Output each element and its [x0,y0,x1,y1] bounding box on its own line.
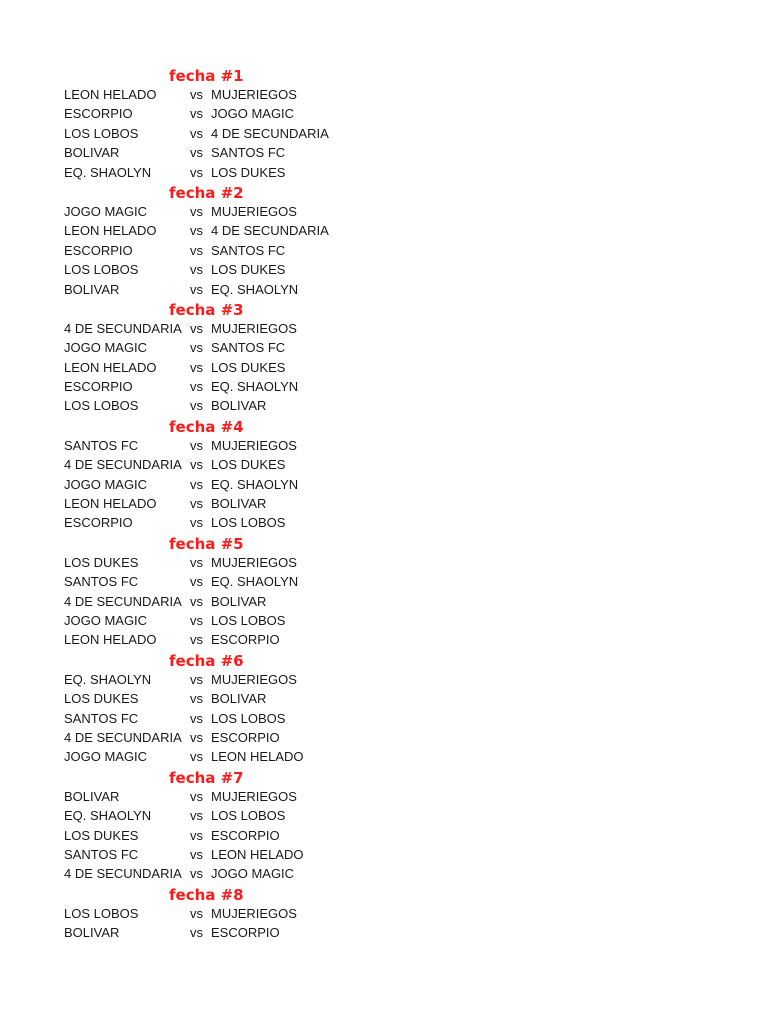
away-team: LOS LOBOS [211,808,286,824]
vs-label: vs [190,612,203,628]
match-row [64,163,384,182]
round-heading: fecha #7 [169,768,244,787]
vs-label: vs [190,340,203,356]
fixture-schedule [64,65,384,942]
vs-label: vs [190,788,203,804]
home-team: ESCORPIO [64,515,133,531]
home-team: LOS LOBOS [64,398,139,414]
home-team: LOS LOBOS [64,125,139,141]
match-row [64,864,384,883]
home-team: LOS DUKES [64,691,139,707]
away-team: SANTOS FC [211,242,286,258]
vs-label: vs [190,554,203,570]
match-row [64,124,384,143]
match-row [64,475,384,494]
round-section [64,650,384,767]
vs-label: vs [190,242,203,258]
away-team: ESCORPIO [211,729,280,745]
home-team: LOS LOBOS [64,905,139,921]
home-team: LEON HELADO [64,632,157,648]
home-team: BOLIVAR [64,281,120,297]
home-team: BOLIVAR [64,788,120,804]
round-heading: fecha #6 [169,651,244,670]
vs-label: vs [190,710,203,726]
vs-label: vs [190,671,203,687]
match-row [64,592,384,611]
away-team: LOS DUKES [211,457,286,473]
away-team: BOLIVAR [211,593,267,609]
home-team: LEON HELADO [64,223,157,239]
match-row [64,553,384,572]
match-row [64,572,384,591]
away-team: EQ. SHAOLYN [211,281,299,297]
vs-label: vs [190,379,203,395]
match-row [64,787,384,806]
match-row [64,143,384,162]
vs-label: vs [190,359,203,375]
away-team: BOLIVAR [211,691,267,707]
vs-label: vs [190,574,203,590]
vs-label: vs [190,827,203,843]
home-team: LEON HELADO [64,496,157,512]
home-team: SANTOS FC [64,846,139,862]
away-team: LOS LOBOS [211,515,286,531]
home-team: EQ. SHAOLYN [64,808,152,824]
vs-label: vs [190,691,203,707]
vs-label: vs [190,749,203,765]
match-row [64,241,384,260]
home-team: ESCORPIO [64,379,133,395]
match-row [64,728,384,747]
round-section [64,884,384,943]
vs-label: vs [190,437,203,453]
vs-label: vs [190,496,203,512]
match-row [64,260,384,279]
match-row [64,709,384,728]
round-heading: fecha #4 [169,417,244,436]
home-team: LOS LOBOS [64,262,139,278]
away-team: JOGO MAGIC [211,106,295,122]
away-team: MUJERIEGOS [211,437,297,453]
round-section [64,416,384,533]
match-row [64,338,384,357]
home-team: BOLIVAR [64,145,120,161]
away-team: BOLIVAR [211,398,267,414]
vs-label: vs [190,223,203,239]
round-heading: fecha #1 [169,67,244,85]
home-team: SANTOS FC [64,437,139,453]
away-team: LOS DUKES [211,359,286,375]
match-row [64,377,384,396]
away-team: MUJERIEGOS [211,203,297,219]
home-team: BOLIVAR [64,925,120,941]
vs-label: vs [190,905,203,921]
vs-label: vs [190,320,203,336]
home-team: ESCORPIO [64,242,133,258]
away-team: BOLIVAR [211,496,267,512]
vs-label: vs [190,457,203,473]
round-heading: fecha #3 [169,300,244,319]
match-row [64,202,384,221]
vs-label: vs [190,145,203,161]
match-row [64,923,384,942]
vs-label: vs [190,808,203,824]
match-row [64,280,384,299]
home-team: LOS DUKES [64,827,139,843]
vs-label: vs [190,515,203,531]
match-row [64,826,384,845]
away-team: MUJERIEGOS [211,905,297,921]
home-team: 4 DE SECUNDARIA [64,457,182,473]
vs-label: vs [190,87,203,102]
home-team: 4 DE SECUNDARIA [64,729,182,745]
vs-label: vs [190,281,203,297]
match-row [64,494,384,513]
match-row [64,513,384,532]
away-team: LOS LOBOS [211,710,286,726]
vs-label: vs [190,203,203,219]
match-row [64,630,384,649]
match-row [64,747,384,766]
away-team: ESCORPIO [211,632,280,648]
home-team: ESCORPIO [64,106,133,122]
away-team: EQ. SHAOLYN [211,476,299,492]
match-row [64,396,384,415]
round-heading: fecha #5 [169,534,244,553]
away-team: MUJERIEGOS [211,87,297,102]
vs-label: vs [190,925,203,941]
match-row [64,845,384,864]
match-row [64,85,384,104]
away-team: LEON HELADO [211,749,304,765]
match-row [64,806,384,825]
home-team: LOS DUKES [64,554,139,570]
match-row [64,670,384,689]
away-team: MUJERIEGOS [211,671,297,687]
round-section [64,533,384,650]
home-team: EQ. SHAOLYN [64,164,152,180]
round-section [64,299,384,416]
home-team: 4 DE SECUNDARIA [64,593,182,609]
home-team: JOGO MAGIC [64,476,148,492]
away-team: LOS LOBOS [211,612,286,628]
vs-label: vs [190,164,203,180]
vs-label: vs [190,846,203,862]
home-team: SANTOS FC [64,574,139,590]
away-team: ESCORPIO [211,827,280,843]
home-team: EQ. SHAOLYN [64,671,152,687]
vs-label: vs [190,632,203,648]
away-team: MUJERIEGOS [211,788,297,804]
vs-label: vs [190,398,203,414]
away-team: ESCORPIO [211,925,280,941]
round-section [64,182,384,299]
vs-label: vs [190,106,203,122]
match-row [64,455,384,474]
away-team: LOS DUKES [211,262,286,278]
match-row [64,319,384,338]
vs-label: vs [190,729,203,745]
away-team: EQ. SHAOLYN [211,379,299,395]
home-team: 4 DE SECUNDARIA [64,866,182,882]
home-team: LEON HELADO [64,87,157,102]
away-team: EQ. SHAOLYN [211,574,299,590]
away-team: 4 DE SECUNDARIA [211,223,329,239]
away-team: LEON HELADO [211,846,304,862]
vs-label: vs [190,866,203,882]
home-team: JOGO MAGIC [64,203,148,219]
match-row [64,436,384,455]
match-row [64,221,384,240]
home-team: SANTOS FC [64,710,139,726]
home-team: LEON HELADO [64,359,157,375]
match-row [64,689,384,708]
round-section [64,65,384,182]
away-team: SANTOS FC [211,145,286,161]
home-team: 4 DE SECUNDARIA [64,320,182,336]
vs-label: vs [190,262,203,278]
match-row [64,358,384,377]
away-team: LOS DUKES [211,164,286,180]
vs-label: vs [190,476,203,492]
away-team: 4 DE SECUNDARIA [211,125,329,141]
match-row [64,104,384,123]
home-team: JOGO MAGIC [64,340,148,356]
round-heading: fecha #2 [169,183,244,202]
away-team: MUJERIEGOS [211,320,297,336]
away-team: SANTOS FC [211,340,286,356]
home-team: JOGO MAGIC [64,612,148,628]
away-team: MUJERIEGOS [211,554,297,570]
vs-label: vs [190,125,203,141]
round-section [64,767,384,884]
home-team: JOGO MAGIC [64,749,148,765]
vs-label: vs [190,593,203,609]
match-row [64,904,384,923]
away-team: JOGO MAGIC [211,866,295,882]
round-heading: fecha #8 [169,885,244,904]
match-row [64,611,384,630]
